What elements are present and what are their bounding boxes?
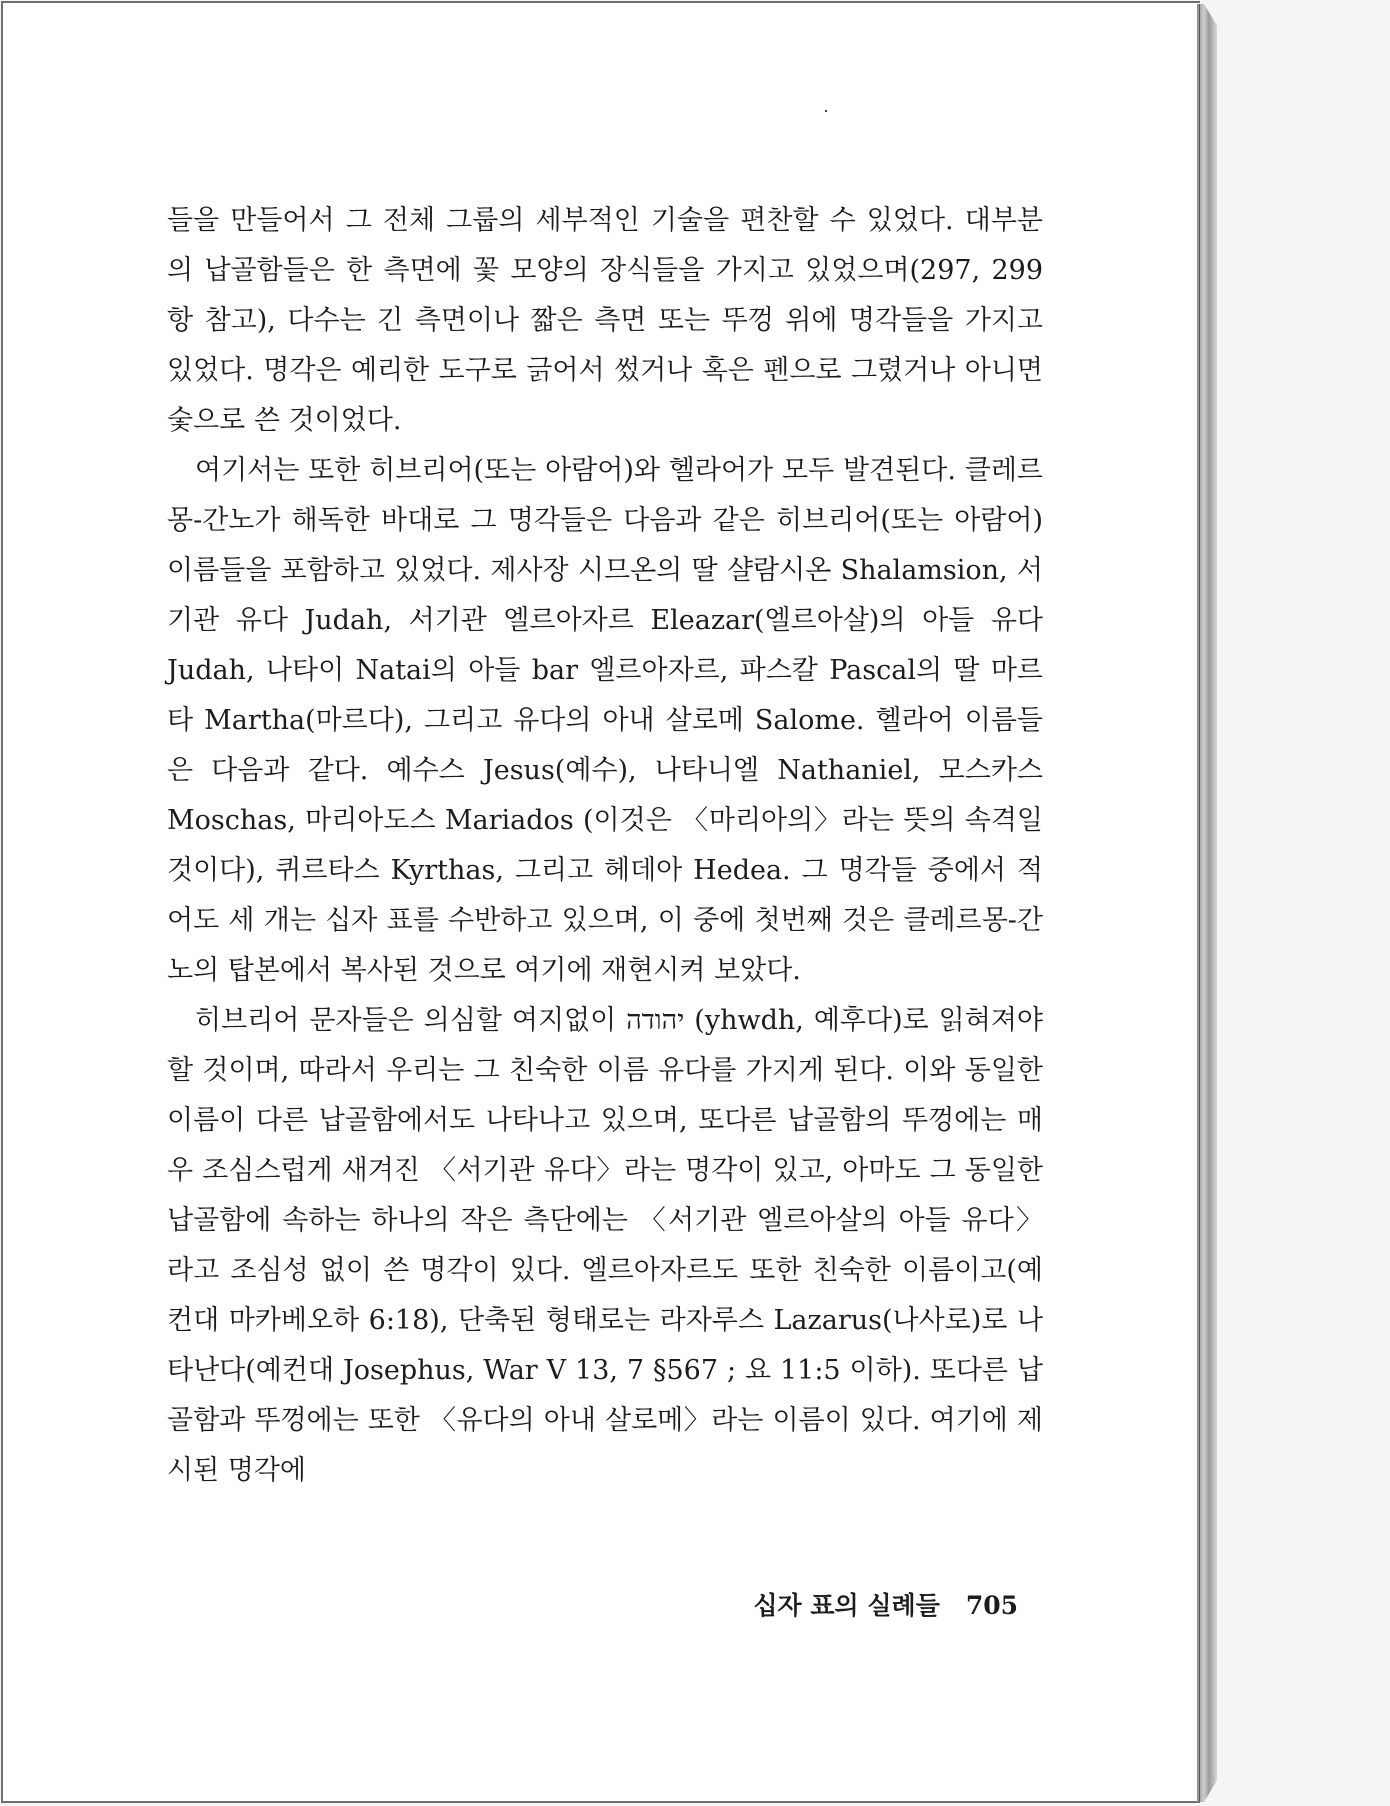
page-number: 705 <box>965 1591 1018 1620</box>
paragraph-2: 여기서는 또한 히브리어(또는 아람어)와 헬라어가 모두 발견된다. 클레르몽-간노가 해독한 바대로 그 명각들은 다음과 같은 히브리어(또는 아람어) 이름들을 포함하고 있었다. 제사장 시므온의 딸 샬람시온 Shalamsion, 서기관 유다 Judah, 서기관 엘르아자르 Eleazar(엘르아살)의 아들 유다 Judah, 나타이 Natai의 아들 bar 엘르아자르, 파스칼 Pascal의 딸 마르타 Martha(마르다), 그리고 유다의 아내 살로메 Salome. 헬라어 이름들은 다음과 같다. 예수스 Jesus(예수), 나타니엘 Nathaniel, 모스카스 Moschas, 마리아도스 Mariados (이것은 〈마리아의〉라는 뜻의 속격일 것이다), 퀴르타스 Kyrthas, 그리고 헤데아 Hedea. 그 명각들 중에서 적어도 세 개는 십자 표를 수반하고 있으며, 이 중에 첫번째 것은 클레르몽-간노의 탑본에서 복사된 것으로 여기에 재현시켜 보았다. <box>167 455 1043 986</box>
running-title: 십자 표의 실례들 <box>753 1591 940 1620</box>
body-text <box>167 196 1043 1496</box>
page-edge-shadow <box>1197 4 1217 1802</box>
page-footer <box>753 1586 1018 1622</box>
scan-speck <box>825 110 827 112</box>
page-edge-line <box>1199 4 1200 1802</box>
paragraph-3: 히브리어 문자들은 의심할 여지없이 יהודה (yhwdh, 예후다)로 읽혀져야 할 것이며, 따라서 우리는 그 친숙한 이름 유다를 가지게 된다. 이와 동일한 이름이 다른 납골함에서도 나타나고 있으며, 또다른 납골함의 뚜껑에는 매우 조심스럽게 새겨진 〈서기관 유다〉라는 명각이 있고, 아마도 그 동일한 납골함에 속하는 하나의 작은 측단에는 〈서기관 엘르아살의 아들 유다〉라고 조심성 없이 쓴 명각이 있다. 엘르아자르도 또한 친숙한 이름이고(예컨대 마카베오하 6:18), 단축된 형태로는 라자루스 Lazarus(나사로)로 나타난다(예컨대 Josephus, War V 13, 7 §567 ; 요 11:5 이하). 또다른 납골함과 뚜껑에는 또한 〈유다의 아내 살로메〉라는 이름이 있다. 여기에 제시된 명각에 <box>167 1005 1044 1486</box>
paragraph-1: 들을 만들어서 그 전체 그룹의 세부적인 기술을 편찬할 수 있었다. 대부분의 납골함들은 한 측면에 꽃 모양의 장식들을 가지고 있었으며(297, 299항 참고), 다수는 긴 측면이나 짧은 측면 또는 뚜껑 위에 명각들을 가지고 있었다. 명각은 예리한 도구로 긁어서 썼거나 혹은 펜으로 그렸거나 아니면 숯으로 쓴 것이었다. <box>167 205 1043 436</box>
